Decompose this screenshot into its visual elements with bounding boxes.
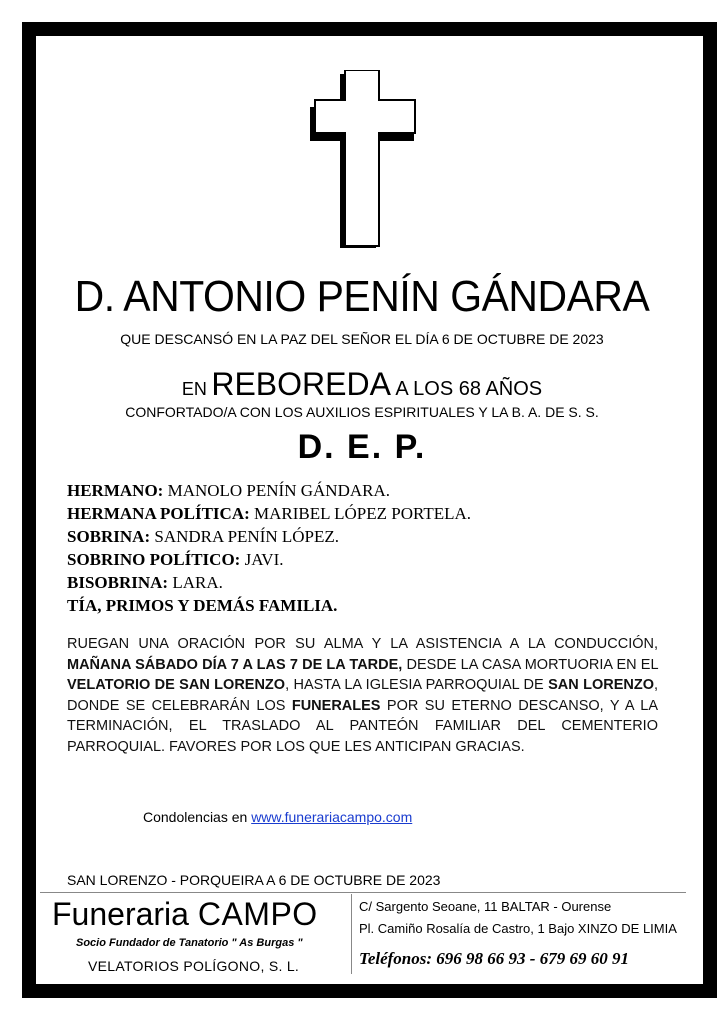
- message-bold-velatorio: VELATORIO DE SAN LORENZO: [67, 677, 286, 693]
- condolences-link[interactable]: www.funerariacampo.com: [251, 809, 413, 825]
- place-name: REBOREDA: [211, 366, 391, 402]
- family-names: SANDRA PENÍN LÓPEZ.: [154, 527, 340, 546]
- family-role: HERMANO:: [67, 481, 164, 500]
- address-baltar: C/ Sargento Seoane, 11 BALTAR - Ourense: [359, 899, 612, 914]
- family-role: TÍA, PRIMOS Y DEMÁS FAMILIA.: [67, 596, 338, 615]
- age-text: A LOS 68 AÑOS: [395, 378, 543, 400]
- place-age-line: [14, 366, 710, 403]
- family-row-others: [67, 594, 667, 617]
- death-date-line: QUE DESCANSÓ EN LA PAZ DEL SEÑOR EL DÍA 6 DE OCTUBRE DE 2023: [120, 331, 604, 347]
- brand-name: CAMPO: [197, 896, 318, 932]
- family-row-sobrino-politico: [67, 548, 667, 571]
- company-name: VELATORIOS POLÍGONO, S. L.: [88, 958, 300, 974]
- message-bold-parish: SAN LORENZO: [548, 677, 654, 693]
- family-role: SOBRINA:: [67, 527, 151, 546]
- cross-icon: [308, 70, 418, 252]
- family-list: [67, 479, 667, 617]
- condolences-label: Condolencias en: [143, 809, 248, 825]
- place-prefix: EN: [181, 379, 207, 399]
- address-xinzo: Pl. Camiño Rosalía de Castro, 1 Bajo XINZO DE LIMIA: [359, 921, 677, 936]
- family-role: BISOBRINA:: [67, 573, 169, 592]
- message-text: DESDE LA CASA MORTUORIA EN EL: [402, 656, 658, 673]
- phone-numbers: Teléfonos: 696 98 66 93 - 679 69 60 91: [359, 949, 629, 968]
- message-bold-date: MAÑANA SÁBADO DÍA 7 A LAS 7 DE LA TARDE,: [67, 656, 403, 673]
- family-row-bisobrina: [67, 571, 667, 594]
- message-text: , DONDE SE CELEBRARÁN LOS: [67, 677, 659, 714]
- brand-logo: [52, 896, 318, 933]
- message-text: RUEGAN UNA ORACIÓN POR SU ALMA Y LA ASISTENCIA A LA CONDUCCIÓN,: [67, 636, 658, 652]
- family-names: MARIBEL LÓPEZ PORTELA.: [254, 504, 471, 523]
- family-row-hermana-politica: [67, 502, 667, 525]
- family-row-hermano: [67, 479, 667, 502]
- footer-place-date: SAN LORENZO - PORQUEIRA A 6 DE OCTUBRE DE 2023: [67, 872, 441, 888]
- comfort-line: CONFORTADO/A CON LOS AUXILIOS ESPIRITUALES Y LA B. A. DE S. S.: [125, 404, 599, 420]
- family-names: MANOLO PENÍN GÁNDARA.: [167, 481, 390, 500]
- brand-prefix: Funeraria: [52, 896, 189, 932]
- message-text: , HASTA LA IGLESIA PARROQUIAL DE: [285, 677, 549, 693]
- footer-vertical-divider: [351, 894, 352, 974]
- message-bold-funerales: FUNERALES: [291, 697, 381, 714]
- dep-heading: D. E. P.: [297, 428, 427, 466]
- family-role: HERMANA POLÍTICA:: [67, 504, 250, 523]
- family-names: JAVI.: [244, 550, 284, 569]
- message-text: POR SU ETERNO DESCANSO, Y A LA TERMINACIÓN, EL TRASLADO AL PANTEÓN FAMILIAR DEL CEMENTERIO PARROQUIAL. FAVORES POR LOS QUE LES ANTICIPAN GRACIAS.: [67, 697, 658, 755]
- footer-divider: [40, 892, 686, 893]
- funeral-message: [67, 634, 658, 757]
- family-names: LARA.: [172, 573, 223, 592]
- deceased-name: D. ANTONIO PENÍN GÁNDARA: [74, 272, 650, 321]
- brand-tagline: Socio Fundador de Tanatorio " As Burgas ": [76, 937, 303, 949]
- family-row-sobrina: [67, 525, 667, 548]
- condolences-line: [143, 809, 412, 825]
- family-role: SOBRINO POLÍTICO:: [67, 550, 241, 569]
